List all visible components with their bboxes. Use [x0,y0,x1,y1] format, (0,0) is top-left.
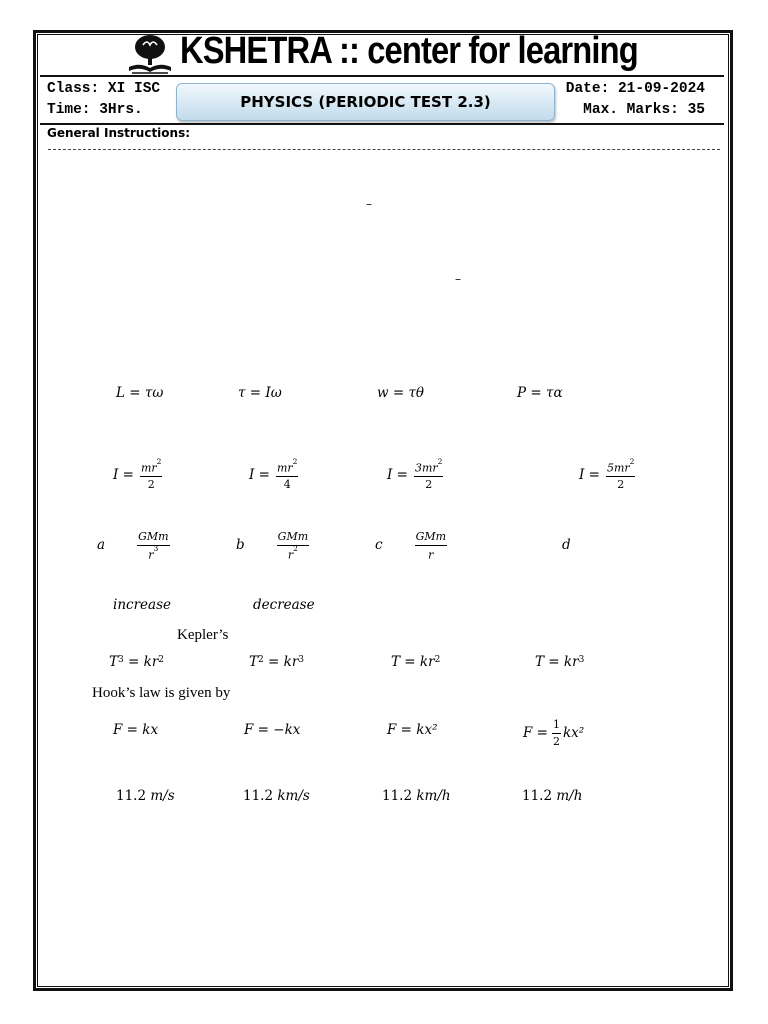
general-instructions-label: General Instructions: [47,126,191,140]
brand-title: KSHETRA :: center for learning [180,30,638,72]
hooke-text: Hook’s law is given by [92,685,231,701]
test-title: PHYSICS (PERIODIC TEST 2.3) [240,93,491,111]
option-row6-a: F = kx [113,722,159,738]
option-row1-b: τ = Iω [238,385,282,401]
option-row2-c: I = $\frac{3mr^2}{2}$ [387,457,443,492]
option-row2-a: I = $\frac{mr^2}{2}$ [113,457,162,492]
option-row3-c: c $\frac{\text{GMm}}{r}$ [375,530,447,562]
test-title-box [176,83,555,121]
option-row2-d: I = $\frac{5mr^2}{2}$ [579,457,635,492]
option-row7-c: 11.2 km/h [382,788,451,804]
option-row2-b: I = $\frac{mr^2}{4}$ [249,457,298,492]
dashed-separator [48,149,720,150]
option-row3-a: a $\frac{\text{GMm}}{r^3}$ [97,530,169,562]
option-row7-d: 11.2 m/h [522,788,583,804]
tree-book-logo-icon [126,33,174,75]
page-inner-border [37,34,729,987]
option-row1-d: P = τα [517,385,563,401]
dash-fragment-1: – [366,197,372,211]
date-label: Date: 21-09-2024 [565,81,705,97]
option-decrease: decrease [253,597,315,613]
header-top-rule [40,75,724,77]
option-row5-c: T = kr $^2$ [391,654,441,670]
class-label: Class: XI ISC [47,81,161,97]
option-row7-b: 11.2 km/s [243,788,310,804]
time-label: Time: 3Hrs. [47,102,143,118]
option-row6-b: F = −kx [244,722,301,738]
option-row6-d: F = $\frac{1}{2}$ kx² [523,718,585,748]
max-marks-label: Max. Marks: 35 [583,102,705,118]
option-row6-c: F = kx² [387,722,438,738]
option-row5-b: T $^2$ = kr $^3$ [249,654,305,670]
option-row1-a: L = τω [116,385,164,401]
option-row5-d: T = kr $^3$ [535,654,585,670]
option-row1-c: w = τθ [377,385,425,401]
option-row5-a: T $^3$ = kr $^2$ [109,654,165,670]
option-row3-b: b $\frac{\text{GMm}}{r^2}$ [236,530,309,562]
option-row7-a: 11.2 m/s [116,788,175,804]
option-increase: increase [113,597,171,613]
dash-fragment-2: – [455,272,461,286]
kepler-text: Kepler’s [177,627,229,643]
option-row3-d: d [562,537,571,553]
header-bottom-rule [40,123,724,125]
